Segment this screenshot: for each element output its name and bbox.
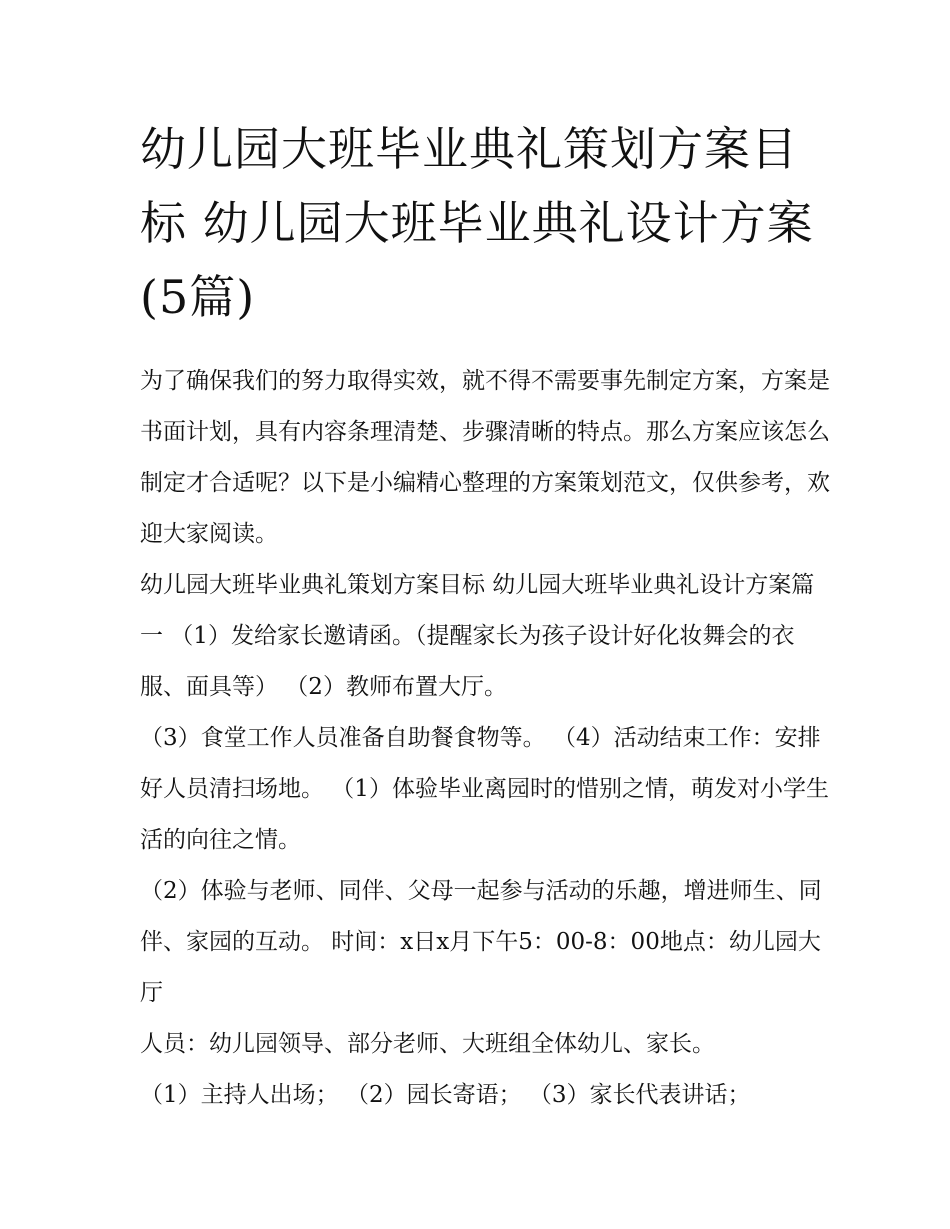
paragraph-intro: 为了确保我们的努力取得实效，就不得不需要事先制定方案，方案是书面计划，具有内容条理清楚、步骤清晰的特点。那么方案应该怎么制定才合适呢？以下是小编精心整理的方案策划范文，仅供参考，欢迎大家阅读。 bbox=[140, 368, 830, 547]
paragraph-goals: （3）食堂工作人员准备自助餐食物等。 （4）活动结束工作：安排好人员清扫场地。 （1）体验毕业离园时的惜别之情，萌发对小学生活的向往之情。 bbox=[140, 725, 829, 853]
paragraph-process: （1）主持人出场； （2）园长寄语； （3）家长代表讲话； bbox=[140, 1082, 751, 1108]
document-body bbox=[140, 356, 830, 1121]
document-title: 幼儿园大班毕业典礼策划方案目标 幼儿园大班毕业典礼设计方案(5篇) bbox=[140, 122, 814, 324]
paragraph-preparation: 幼儿园大班毕业典礼策划方案目标 幼儿园大班毕业典礼设计方案篇一 （1）发给家长邀请函。（提醒家长为孩子设计好化妆舞会的衣服、面具等） （2）教师布置大厅。 bbox=[140, 572, 815, 700]
paragraph-participants: 人员：幼儿园领导、部分老师、大班组全体幼儿、家长。 bbox=[140, 1031, 715, 1057]
paragraph-time-place: （2）体验与老师、同伴、父母一起参与活动的乐趣，增进师生、同伴、家园的互动。 时间：x日x月下午5：00-8：00地点：幼儿园大厅 bbox=[140, 878, 822, 1006]
